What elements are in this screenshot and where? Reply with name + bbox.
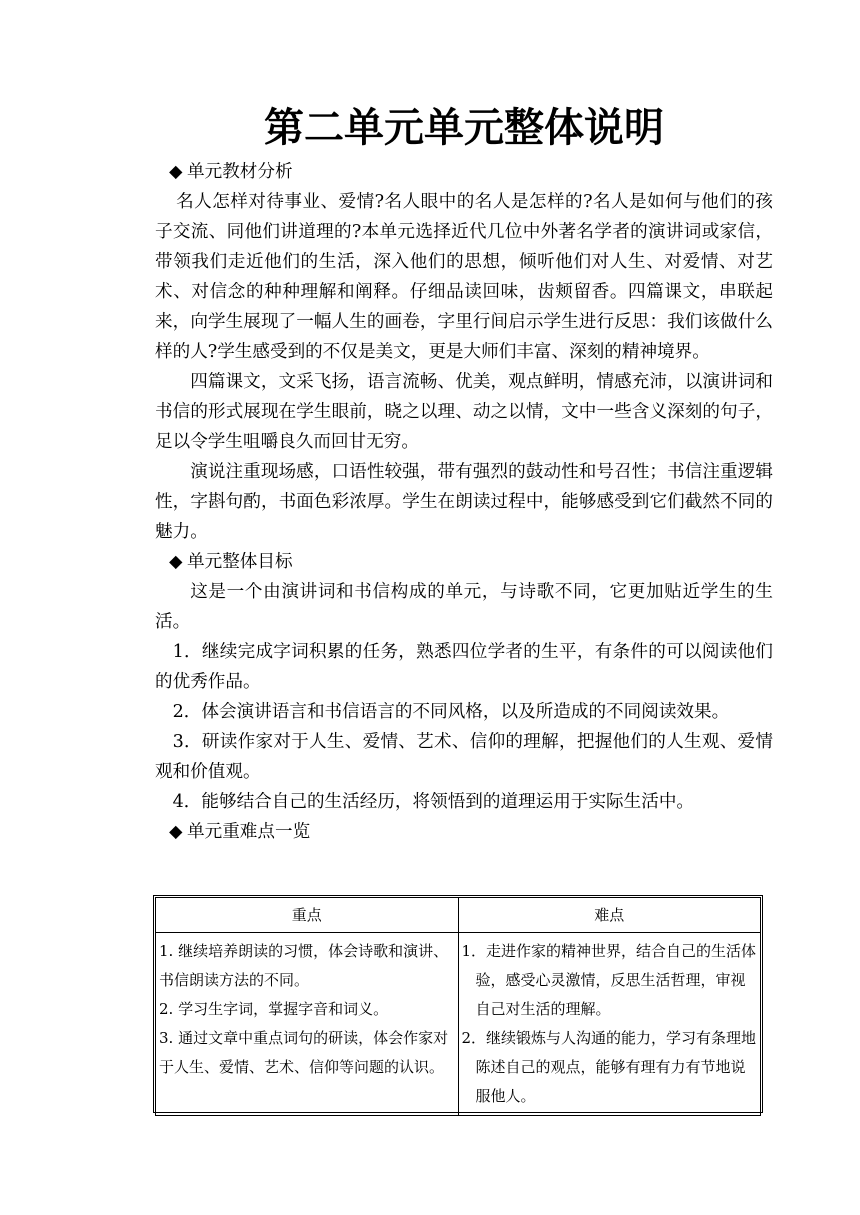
difficult-points-cell: [458, 933, 761, 1116]
document-body: [155, 157, 773, 847]
key-points-cell: [156, 933, 459, 1116]
key-point-item: 1. 继续培养朗读的习惯，体会诗歌和演讲、书信朗读方法的不同。: [159, 942, 449, 989]
goal-item: 3．研读作家对于人生、爱情、艺术、信仰的理解，把握他们的人生观、爱情观和价值观。: [155, 732, 773, 782]
section-heading-analysis: [155, 157, 773, 187]
diamond-bullet-icon: ◆: [169, 822, 183, 842]
column-header-difficult: 难点: [458, 898, 761, 933]
section-heading-label: 单元教材分析: [187, 162, 293, 182]
key-point-item: 2. 学习生字词，掌握字音和词义。: [159, 1000, 389, 1018]
goal-item: 1．继续完成字词积累的任务，熟悉四位学者的生平，有条件的可以阅读他们的优秀作品。: [155, 642, 773, 692]
goal-item: 2．体会演讲语言和书信语言的不同风格，以及所造成的不同阅读效果。: [172, 702, 730, 722]
page-title: 第二单元单元整体说明: [264, 104, 664, 151]
difficult-point-item: 2．继续锻炼与人沟通的能力，学习有条理地陈述自己的观点，能够有理有力有节地说服他人。: [461, 1029, 757, 1105]
section-heading-key-points: [155, 817, 773, 847]
difficult-point-item: 1．走进作家的精神世界，结合自己的生活体验，感受心灵激情，反思生活哲理，审视自己对生活的理解。: [461, 942, 757, 1018]
paragraph: 演说注重现场感，口语性较强，带有强烈的鼓动性和号召性；书信注重逻辑性，字斟句酌，书面色彩浓厚。学生在朗读过程中，能够感受到它们截然不同的魅力。: [155, 462, 773, 542]
diamond-bullet-icon: ◆: [169, 162, 183, 182]
diamond-bullet-icon: ◆: [169, 552, 183, 572]
table-row: [156, 933, 761, 1116]
key-points-table: [155, 897, 761, 1116]
section-heading-goals: [155, 547, 773, 577]
section-heading-label: 单元整体目标: [187, 552, 293, 572]
paragraph: 四篇课文，文采飞扬，语言流畅、优美，观点鲜明，情感充沛，以演讲词和书信的形式展现在学生眼前，晓之以理、动之以情，文中一些含义深刻的句子，足以令学生咀嚼良久而回甘无穷。: [155, 372, 773, 452]
key-point-item: 3. 通过文章中重点词句的研读，体会作家对于人生、爱情、艺术、信仰等问题的认识。: [159, 1029, 449, 1076]
goal-item: 4．能够结合自己的生活经历，将领悟到的道理运用于实际生活中。: [172, 792, 695, 812]
table-header-row: [156, 898, 761, 933]
paragraph: 这是一个由演讲词和书信构成的单元，与诗歌不同，它更加贴近学生的生活。: [155, 582, 773, 632]
column-header-key: 重点: [156, 898, 459, 933]
paragraph: 名人怎样对待事业、爱情?名人眼中的名人是怎样的?名人是如何与他们的孩子交流、同他们讲道理的?本单元选择近代几位中外著名学者的演讲词或家信，带领我们走近他们的生活，深入他们的思想，倾听他们对人生、对爱情、对艺术、对信念的种种理解和阐释。仔细品读回味，齿颊留香。四篇课文，串联起来，向学生展现了一幅人生的画卷，字里行间启示学生进行反思：我们该做什么样的人?学生感受到的不仅是美文，更是大师们丰富、深刻的精神境界。: [155, 192, 773, 362]
section-heading-label: 单元重难点一览: [187, 822, 311, 842]
